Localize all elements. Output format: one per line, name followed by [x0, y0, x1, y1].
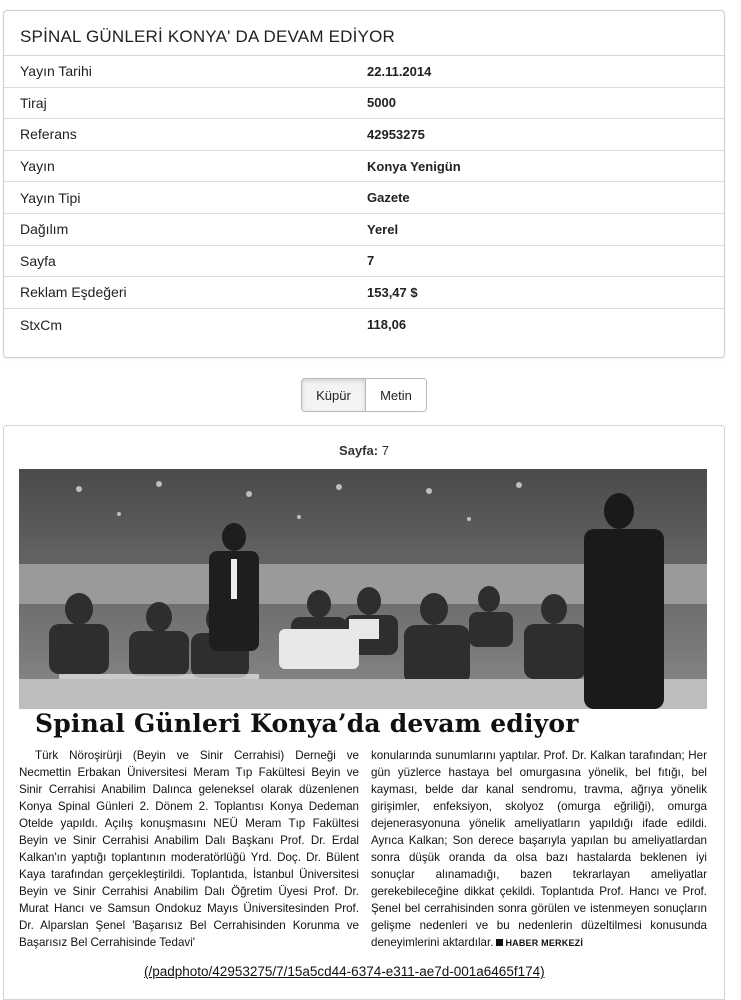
page-label-text: Sayfa: [339, 443, 379, 458]
info-value: 22.11.2014 [367, 63, 432, 79]
byline-square-icon [496, 939, 503, 946]
info-label: Reklam Eşdeğeri [20, 284, 127, 301]
clipping-info-panel [3, 10, 725, 358]
info-value: 118,06 [367, 317, 407, 333]
info-row-yayin-tipi [4, 182, 724, 214]
article-column-1: Türk Nöroşirürji (Beyin ve Sinir Cerrahisi) Derneği ve Necmettin Erbakan Üniversitesi Meram Tıp Fakültesi Beyin ve Sinir Cerrahisi Anabilim Dalınca geleneksel olarak düzenlenen Konya Spinal Günleri 2. Dönem 2. Toplantısı Konya Dedeman Otelde yapıldı. Açılış konuşmasını NEÜ Meram Tıp Fakültesi Beyin ve Sinir Cerrahisi Anabilim Dalı Başkanı Prof. Dr. Erdal Kalkan'ın yaptığı toplantının moderatörlüğü Yrd. Doç. Dr. Bülent Kaya tarafından gerçekleştirildi. Toplantıda, İstanbul Üniversitesi Beyin ve Sinir Cerrahisi Anabilim Dalı Öğretim Üyesi Prof. Dr. Murat Hancı ve Samsun Ondokuz Mayıs Üniversitesinden Prof. Dr. Alparslan Şenel 'Başarısız Bel Cerrahisinden Korunma ve Başarısız Bel Cerrahisinde Tedavi' [19, 749, 359, 949]
clipping-title: SPİNAL GÜNLERİ KONYA' DA DEVAM EDİYOR [4, 11, 724, 56]
page-number-label [4, 443, 724, 458]
article-column-2-text: konularında sunumlarını yaptılar. Prof. Dr. Kalkan tarafından; Her gün yüzlerce hastaya bel omurgasına yönelik, bel fıtığı, bel kayması, belde dar kanal sendromu, travma, ağrıya yönelik girişimler, enfeksiyon, skolyoz (omurga eğriliği), omurga dejenerasyonuna yönelik ameliyatların yapıldığı ifade edildi. Ayrıca Kalkan; Son derece başarıyla yapılan bu ameliyatlardan sonra düşük oranda da olsa bazı hastalarda beklenen iyi sonuçlar alınamadığı, bazen tekrarlayan ameliyatlar gerekebileceğine dikkat çekildi. Toplantıda Prof. Hancı ve Prof. Şenel bel cerrahisinden sonra görülen ve istenmeyen sonuçların gelişme nedenleri ve bu nedenlerin düzeltilmesi konusunda deneyimlerini aktardılar. [371, 749, 707, 949]
article-headline: Spinal Günleri Konya’da devam ediyor [35, 709, 579, 738]
view-toggle [301, 378, 427, 412]
info-row-dagilim [4, 214, 724, 246]
info-row-yayin [4, 151, 724, 183]
photo-link[interactable]: (/padphoto/42953275/7/15a5cd44-6374-e311-ae7d-001a6465f174) [144, 964, 545, 979]
info-label: Dağılım [20, 221, 69, 238]
article-byline: HABER MERKEZİ [505, 938, 584, 948]
info-label: Referans [20, 126, 77, 143]
info-value: 153,47 $ [367, 284, 418, 300]
article-column-2 [371, 747, 707, 952]
info-row-sayfa [4, 246, 724, 278]
info-row-stxcm [4, 309, 724, 341]
info-row-tiraj [4, 88, 724, 120]
info-row-reklam-esdegeri [4, 277, 724, 309]
event-photo [19, 469, 707, 709]
info-value: 42953275 [367, 126, 425, 142]
info-row-yayin-tarihi [4, 56, 724, 88]
page-number: 7 [381, 443, 389, 458]
info-label: Yayın Tarihi [20, 63, 92, 80]
info-value: 7 [367, 253, 375, 269]
info-value: 5000 [367, 95, 396, 111]
info-label: Tiraj [20, 94, 47, 111]
kupur-button[interactable]: Küpür [302, 379, 366, 411]
info-label: Yayın Tipi [20, 189, 81, 206]
info-label: Yayın [20, 158, 55, 175]
newspaper-clipping[interactable] [19, 469, 709, 979]
info-value: Gazete [367, 190, 410, 206]
info-value: Yerel [367, 221, 399, 237]
info-row-referans [4, 119, 724, 151]
metin-button[interactable]: Metin [366, 379, 426, 411]
info-value: Konya Yenigün [367, 158, 461, 174]
info-label: Sayfa [20, 252, 56, 269]
info-label: StxCm [20, 316, 62, 333]
